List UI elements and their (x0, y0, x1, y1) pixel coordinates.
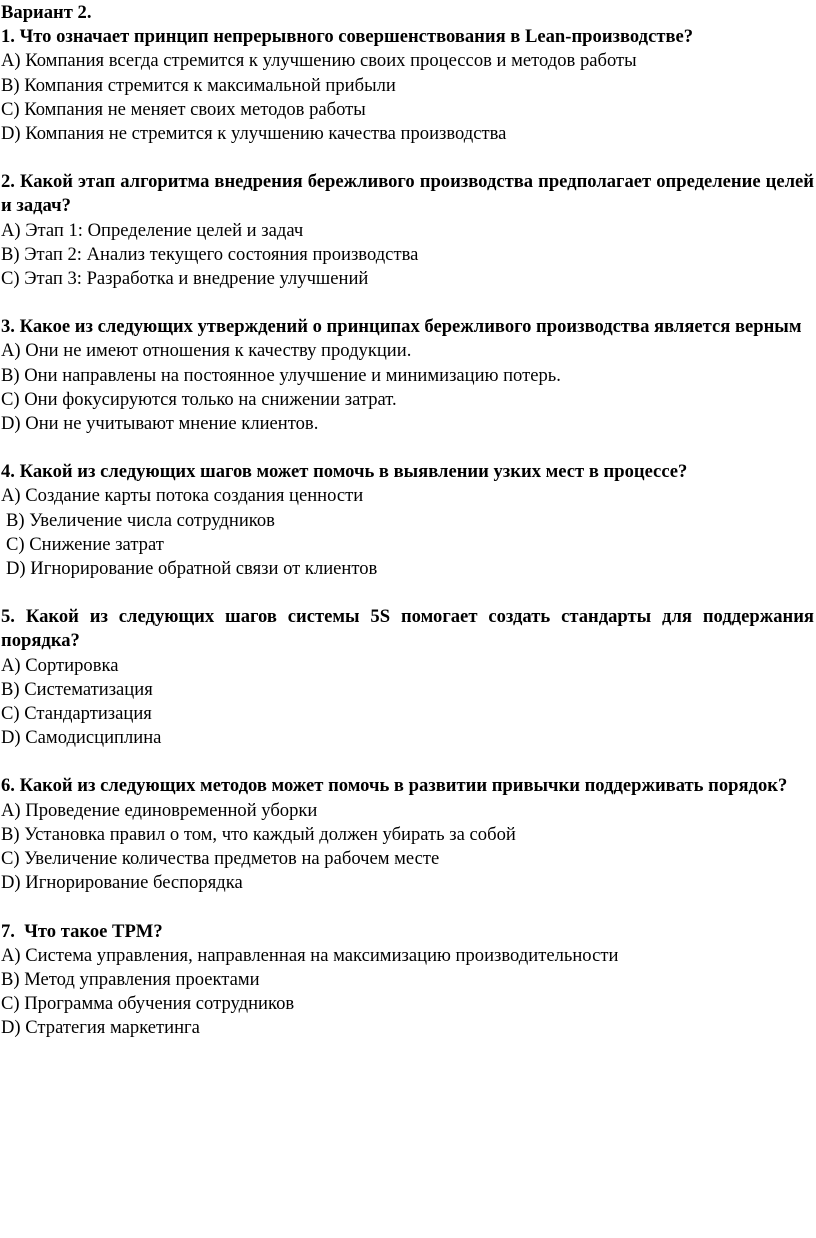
question-text: 7. Что такое TPM? (1, 920, 163, 942)
answer-option-d: D) Компания не стремится к улучшению качества производства (1, 123, 507, 145)
question-text: 4. Какой из следующих шагов может помочь в выявлении узких мест в процессе? (1, 461, 688, 483)
answer-option-c: C) Увеличение количества предметов на рабочем месте (1, 848, 440, 870)
answer-option-b: B) Увеличение числа сотрудников (6, 509, 275, 531)
answer-option-a: A) Этап 1: Определение целей и задач (1, 219, 304, 241)
answer-option-a: A) Создание карты потока создания ценности (1, 485, 364, 507)
answer-option-b: B) Они направлены на постоянное улучшение и минимизацию потерь. (1, 364, 561, 386)
answer-option-c: C) Компания не меняет своих методов работы (1, 98, 366, 120)
question-1 (1, 25, 814, 146)
answer-option-b: B) Компания стремится к максимальной прибыли (1, 74, 396, 96)
answer-option-b: B) Метод управления проектами (1, 968, 260, 990)
question-3 (1, 315, 814, 436)
question-text: 5. Какой из следующих шагов системы 5S помогает создать стандарты для поддержания порядка? (1, 606, 814, 652)
answer-option-d: D) Они не учитывают мнение клиентов. (1, 413, 319, 435)
answer-option-c: C) Снижение затрат (6, 533, 164, 555)
answer-option-a: A) Компания всегда стремится к улучшению своих процессов и методов работы (1, 50, 637, 72)
answer-option-b: B) Систематизация (1, 678, 153, 700)
answer-option-d: D) Стратегия маркетинга (1, 1017, 200, 1039)
answer-option-c: C) Стандартизация (1, 703, 152, 725)
answer-option-c: C) Этап 3: Разработка и внедрение улучшений (1, 268, 369, 290)
answer-option-d: D) Самодисциплина (1, 727, 162, 749)
question-4 (1, 460, 814, 581)
question-2 (1, 170, 814, 291)
document-page (1, 1, 814, 1041)
question-text: 6. Какой из следующих методов может помочь в развитии привычки поддерживать порядок? (1, 775, 788, 797)
answer-option-a: A) Сортировка (1, 654, 119, 676)
question-text: 2. Какой этап алгоритма внедрения бережливого производства предполагает определение целей и задач? (1, 171, 814, 217)
question-5 (1, 605, 814, 750)
question-text: 1. Что означает принцип непрерывного совершенствования в Lean-производстве? (1, 26, 694, 48)
question-7 (1, 920, 814, 1041)
answer-option-a: A) Они не имеют отношения к качеству продукции. (1, 340, 412, 362)
answer-option-d: D) Игнорирование беспорядка (1, 872, 243, 894)
variant-title: Вариант 2. (1, 2, 92, 23)
answer-option-b: B) Этап 2: Анализ текущего состояния производства (1, 243, 419, 265)
answer-option-a: A) Система управления, направленная на максимизацию производительности (1, 944, 619, 966)
answer-option-d: D) Игнорирование обратной связи от клиентов (6, 558, 378, 580)
answer-option-c: C) Они фокусируются только на снижении затрат. (1, 388, 397, 410)
answer-option-a: A) Проведение единовременной уборки (1, 799, 318, 821)
answer-option-b: B) Установка правил о том, что каждый должен убирать за собой (1, 823, 516, 845)
question-6 (1, 774, 814, 895)
question-text: 3. Какое из следующих утверждений о принципах бережливого производства является верным (1, 316, 802, 338)
answer-option-c: C) Программа обучения сотрудников (1, 993, 295, 1015)
